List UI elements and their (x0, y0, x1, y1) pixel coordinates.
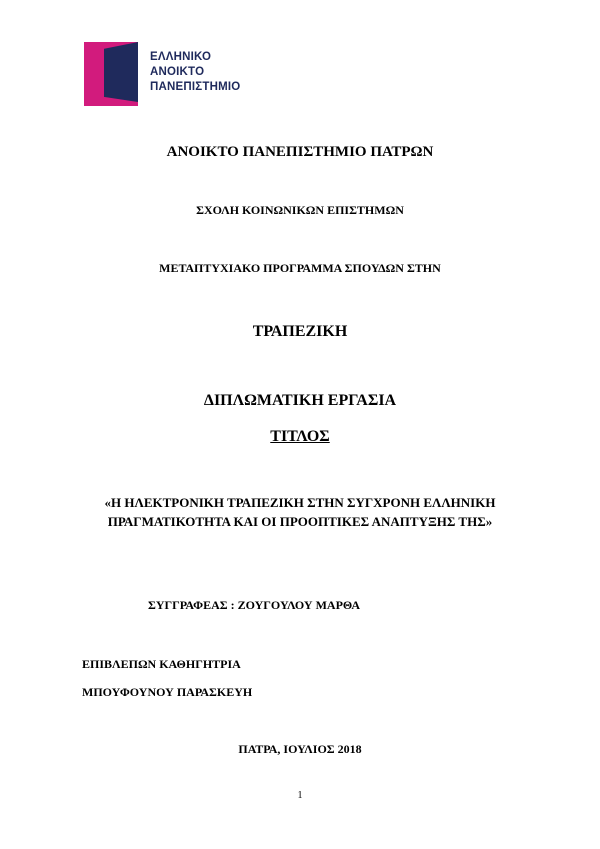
title-label: ΤΙΤΛΟΣ (270, 428, 330, 445)
university-name: ΑΝΟΙΚΤΟ ΠΑΝΕΠΙΣΤΗΜΙΟ ΠΑΤΡΩΝ (166, 144, 434, 160)
field-of-study: ΤΡΑΠΕΖΙΚΗ (252, 323, 348, 340)
thesis-title (0, 493, 600, 531)
place-date: ΠΑΤΡΑ, ΙΟΥΛΙΟΣ 2018 (238, 742, 362, 756)
logo-line-3: ΠΑΝΕΠΙΣΤΗΜΙΟ (150, 81, 241, 93)
logo-line-2: ΑΝΟΙΚΤΟ (150, 66, 205, 78)
thesis-label: ΔΙΠΛΩΜΑΤΙΚΗ ΕΡΓΑΣΙΑ (203, 392, 397, 409)
supervisor-name: ΜΠΟΥΦΟΥΝΟΥ ΠΑΡΑΣΚΕΥΗ (82, 685, 253, 699)
program-name: ΜΕΤΑΠΤΥΧΙΑΚΟ ΠΡΟΓΡΑΜΜΑ ΣΠΟΥΔΩΝ ΣΤΗΝ (159, 261, 441, 275)
school-name: ΣΧΟΛΗ ΚΟΙΝΩΝΙΚΩΝ ΕΠΙΣΤΗΜΩΝ (196, 203, 404, 217)
supervisor-label: ΕΠΙΒΛΕΠΩΝ ΚΑΘΗΓΗΤΡΙΑ (82, 657, 241, 671)
thesis-title-line-1: «Η ΗΛΕΚΤΡΟΝΙΚΗ ΤΡΑΠΕΖΙΚΗ ΣΤΗΝ ΣΥΓΧΡΟΝΗ ΕΛΛΗΝΙΚΗ (104, 495, 496, 510)
logo-text (150, 50, 240, 95)
logo-line-1: ΕΛΛΗΝΙΚΟ (150, 51, 212, 63)
author-line: ΣΥΓΓΡΑΦΕΑΣ : ΖΟΥΓΟΥΛΟΥ ΜΑΡΘΑ (148, 598, 361, 612)
page-number: 1 (297, 790, 303, 801)
thesis-title-line-2: ΠΡΑΓΜΑΤΙΚΟΤΗΤΑ ΚΑΙ ΟΙ ΠΡΟΟΠΤΙΚΕΣ ΑΝΑΠΤΥΞΗΣ ΤΗΣ» (107, 514, 493, 529)
logo-left-bar (90, 48, 104, 100)
